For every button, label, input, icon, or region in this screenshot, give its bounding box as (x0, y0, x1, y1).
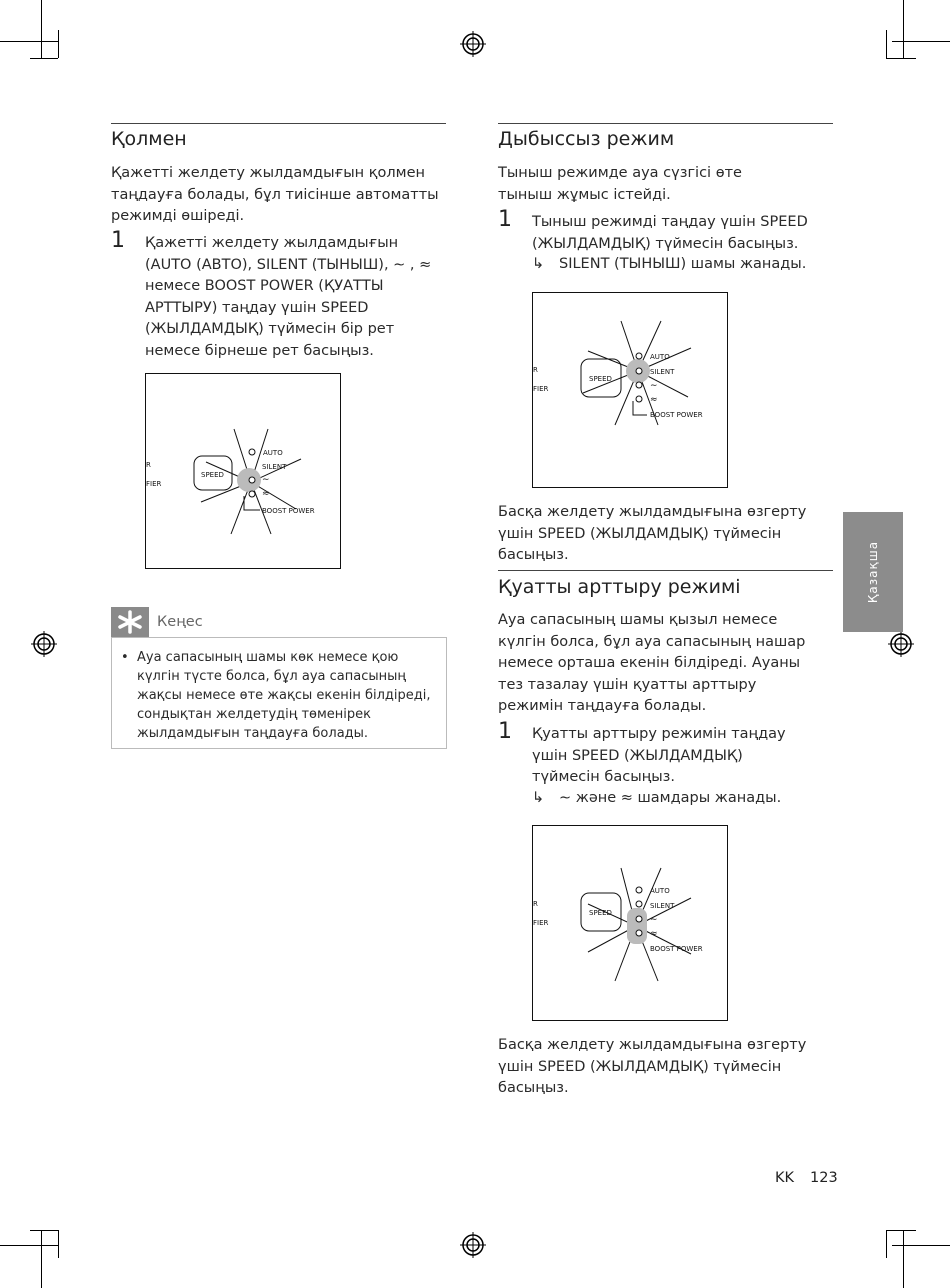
svg-text:SPEED: SPEED (589, 375, 612, 383)
footer-language: KK (775, 1170, 795, 1186)
svg-text:FIER: FIER (533, 385, 549, 393)
boost-intro-text: Ауа сапасының шамы қызыл немесе күлгін болса, бұл ауа сапасының нашар немесе орташа екенін білдіреді. Ауаны тез тазалау үшін қуатты арттыру режимін таңдауға болады. (498, 612, 806, 714)
speed-button-illustration (533, 826, 727, 1020)
svg-text:SPEED: SPEED (201, 471, 224, 479)
svg-text:AUTO: AUTO (650, 353, 670, 361)
registration-mark-icon (460, 1232, 486, 1258)
svg-text:∼: ∼ (650, 381, 658, 391)
tip-asterisk-icon (111, 607, 149, 637)
svg-text:∼: ∼ (650, 915, 658, 925)
result-arrow-icon: ↳ (532, 790, 545, 806)
silent-step-text: Тыныш режимді таңдау үшін SPEED (ЖЫЛДАМДЫҚ) түймесін басыңыз. (532, 214, 808, 252)
heading-rule (498, 123, 833, 124)
language-side-tab (843, 512, 903, 632)
manual-intro-text: Қажетті желдету жылдамдығын қолмен таңдауға болады, бұл тиісінше автоматты режимді өшіреді. (111, 165, 439, 224)
svg-text:SPEED: SPEED (589, 909, 612, 917)
tip-title: Кеңес (157, 614, 203, 630)
control-panel-figure (532, 292, 728, 488)
svg-text:≈: ≈ (650, 929, 658, 939)
section-heading-boost: Қуатты арттыру режимі (498, 576, 741, 598)
manual-step-text: Қажетті желдету жылдамдығын (AUTO (АВТО), SILENT (ТЫНЫШ), ∼ , ≈ немесе BOOST POWER (ҚУАТТЫ АРТТЫРУ) таңдау үшін SPEED (ЖЫЛДАМДЫҚ) түймесін бір рет немесе бірнеше рет басыңыз. (145, 235, 432, 359)
svg-text:BOOST POWER: BOOST POWER (650, 411, 703, 419)
boost-after-text: Басқа желдету жылдамдығына өзгерту үшін SPEED (ЖЫЛДАМДЫҚ) түймесін басыңыз. (498, 1037, 807, 1096)
control-panel-figure (532, 825, 728, 1021)
step-number: 1 (498, 207, 512, 232)
speed-button-illustration (146, 374, 340, 568)
step-number: 1 (498, 719, 512, 744)
registration-mark-icon (31, 631, 57, 657)
control-panel-figure (145, 373, 341, 569)
tip-text: Ауа сапасының шамы көк немесе қою күлгін түсте болса, бұл ауа сапасының жақсы немесе өте жақсы екенін білдіреді, сондықтан желдетудің төменірек жылдамдығын таңдауға болады. (137, 650, 431, 741)
language-side-tab-label: Қазақша (866, 540, 880, 604)
tip-bullet: • (121, 650, 129, 665)
svg-text:R: R (533, 900, 538, 908)
section-heading-silent: Дыбыссыз режим (498, 128, 675, 150)
svg-text:≈: ≈ (262, 489, 270, 499)
silent-intro-text: Тыныш режимде ауа сүзгісі өте тыныш жұмыс істейді. (498, 165, 742, 203)
boost-step-text: Қуатты арттыру режимін таңдау үшін SPEED (ЖЫЛДАМДЫҚ) түймесін басыңыз. (532, 726, 786, 785)
svg-text:FIER: FIER (146, 480, 162, 488)
page-number: 123 (810, 1170, 838, 1186)
svg-text:R: R (146, 461, 151, 469)
speed-button-illustration (533, 293, 727, 487)
svg-text:≈: ≈ (650, 395, 658, 405)
svg-text:SILENT: SILENT (262, 463, 287, 471)
heading-rule (498, 570, 833, 571)
registration-mark-icon (888, 631, 914, 657)
svg-text:BOOST POWER: BOOST POWER (262, 507, 315, 515)
svg-text:AUTO: AUTO (650, 887, 670, 895)
svg-text:SILENT: SILENT (650, 902, 675, 910)
svg-text:SILENT: SILENT (650, 368, 675, 376)
svg-text:FIER: FIER (533, 919, 549, 927)
result-arrow-icon: ↳ (532, 256, 545, 272)
svg-text:BOOST POWER: BOOST POWER (650, 945, 703, 953)
boost-step-result: ∼ және ≈ шамдары жанады. (559, 790, 782, 806)
svg-text:AUTO: AUTO (263, 449, 283, 457)
step-number: 1 (111, 228, 125, 253)
svg-text:R: R (533, 366, 538, 374)
svg-text:∼: ∼ (262, 475, 270, 485)
heading-rule (111, 123, 446, 124)
registration-mark-icon (460, 31, 486, 57)
silent-step-result: SILENT (ТЫНЫШ) шамы жанады. (559, 256, 807, 272)
silent-after-text: Басқа желдету жылдамдығына өзгерту үшін SPEED (ЖЫЛДАМДЫҚ) түймесін басыңыз. (498, 504, 807, 563)
section-heading-manual: Қолмен (111, 128, 187, 150)
